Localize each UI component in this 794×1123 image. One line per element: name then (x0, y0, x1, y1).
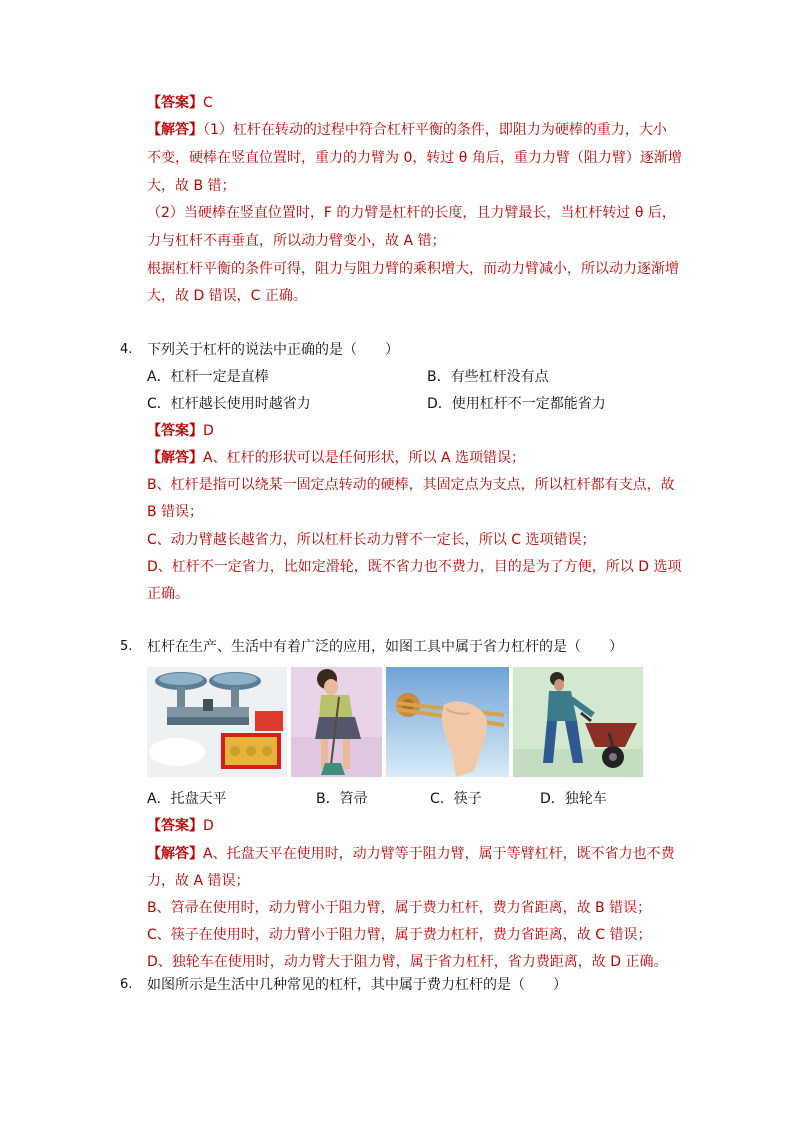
answer-value: D (203, 818, 214, 834)
q4-explain-line-3: B 错误； (147, 504, 204, 520)
q4-explain-line-6: 正确。 (147, 586, 189, 602)
q3-explain-line-5: 力与杠杆不再垂直，所以动力臂变小，故 A 错； (147, 233, 446, 249)
explain-text: A、杠杆的形状可以是任何形状，所以 A 选项错误； (203, 450, 526, 466)
caption-d: D．独轮车 (540, 791, 607, 807)
q4-explain-line-5: D、杠杆不一定省力，比如定滑轮，既不省力也不费力，目的是为了方便，所以 D 选项 (147, 559, 682, 575)
explain-tag: 【解答】 (147, 122, 203, 138)
q5-explain-line-2: 力，故 A 错误； (147, 873, 250, 889)
q5-number: 5. (120, 639, 133, 654)
q4-option-b: B．有些杠杆没有点 (427, 369, 549, 385)
caption-b: B．笤帚 (316, 791, 368, 807)
answer-value: C (203, 95, 213, 111)
q6-stem: 如图所示是生活中几种常见的杠杆，其中属于费力杠杆的是（ ） (147, 977, 567, 993)
q3-explain-line-3: 大，故 B 错； (147, 178, 236, 194)
broom-image (291, 667, 382, 777)
q3-answer-line (147, 93, 213, 113)
q4-option-d: D．使用杠杆不一定都能省力 (427, 396, 606, 412)
q5-explain-line-4: C、筷子在使用时，动力臂小于阻力臂，属于费力杠杆，费力省距离，故 C 错误； (147, 927, 652, 943)
chopsticks-image (386, 667, 509, 777)
answer-tag: 【答案】 (147, 818, 203, 834)
q3-explain-line-4: （2）当硬棒在竖直位置时，F 的力臂是杠杆的长度，且力臂最长，当杠杆转过 θ 后， (147, 205, 676, 221)
q5-stem: 杠杆在生产、生活中有着广泛的应用，如图工具中属于省力杠杆的是（ ） (147, 639, 623, 655)
q5-answer-line (147, 816, 214, 836)
q4-explain-line-1 (147, 448, 525, 468)
caption-a: A．托盘天平 (147, 791, 227, 807)
q4-number: 4. (120, 342, 133, 357)
answer-tag: 【答案】 (147, 423, 203, 439)
q4-option-a: A．杠杆一定是直棒 (147, 369, 269, 385)
q4-answer-line (147, 421, 214, 441)
wheelbarrow-image (513, 667, 643, 777)
q6-number: 6. (120, 977, 133, 992)
q3-explain-line-1 (147, 120, 667, 140)
tray-balance-icon (147, 667, 287, 777)
wheelbarrow-icon (513, 667, 643, 777)
q4-option-c: C．杠杆越长使用时越省力 (147, 396, 311, 412)
q4-stem: 下列关于杠杆的说法中正确的是（ ） (147, 342, 399, 358)
q3-explain-line-2: 不变，硬棒在竖直位置时，重力的力臂为 0，转过 θ 角后，重力力臂（阻力臂）逐渐增 (147, 150, 682, 166)
q5-explain-line-3: B、笤帚在使用时，动力臂小于阻力臂，属于费力杠杆，费力省距离，故 B 错误； (147, 900, 652, 916)
explain-tag: 【解答】 (147, 846, 203, 862)
explain-text: A、托盘天平在使用时，动力臂等于阻力臂，属于等臂杠杆，既不省力也不费 (203, 846, 675, 862)
chopsticks-icon (386, 667, 509, 777)
q4-explain-line-4: C、动力臂越长越省力，所以杠杆长动力臂不一定长，所以 C 选项错误； (147, 532, 596, 548)
tray-balance-image (147, 667, 287, 777)
explain-tag: 【解答】 (147, 450, 203, 466)
broom-icon (291, 667, 382, 777)
q5-explain-line-1 (147, 844, 675, 864)
q5-explain-line-5: D、独轮车在使用时，动力臂大于阻力臂，属于省力杠杆，省力费距离，故 D 正确。 (147, 954, 668, 970)
q3-explain-line-6: 根据杠杆平衡的条件可得，阻力与阻力臂的乘积增大，而动力臂减小，所以动力逐渐增 (147, 261, 679, 277)
answer-value: D (203, 423, 214, 439)
q4-explain-line-2: B、杠杆是指可以绕某一固定点转动的硬棒，其固定点为支点，所以杠杆都有支点，故 (147, 477, 675, 493)
explain-text: （1）杠杆在转动的过程中符合杠杆平衡的条件，即阻力为硬棒的重力，大小 (203, 122, 667, 138)
q3-explain-line-7: 大，故 D 错误，C 正确。 (147, 288, 307, 304)
caption-c: C．筷子 (430, 791, 482, 807)
answer-tag: 【答案】 (147, 95, 203, 111)
